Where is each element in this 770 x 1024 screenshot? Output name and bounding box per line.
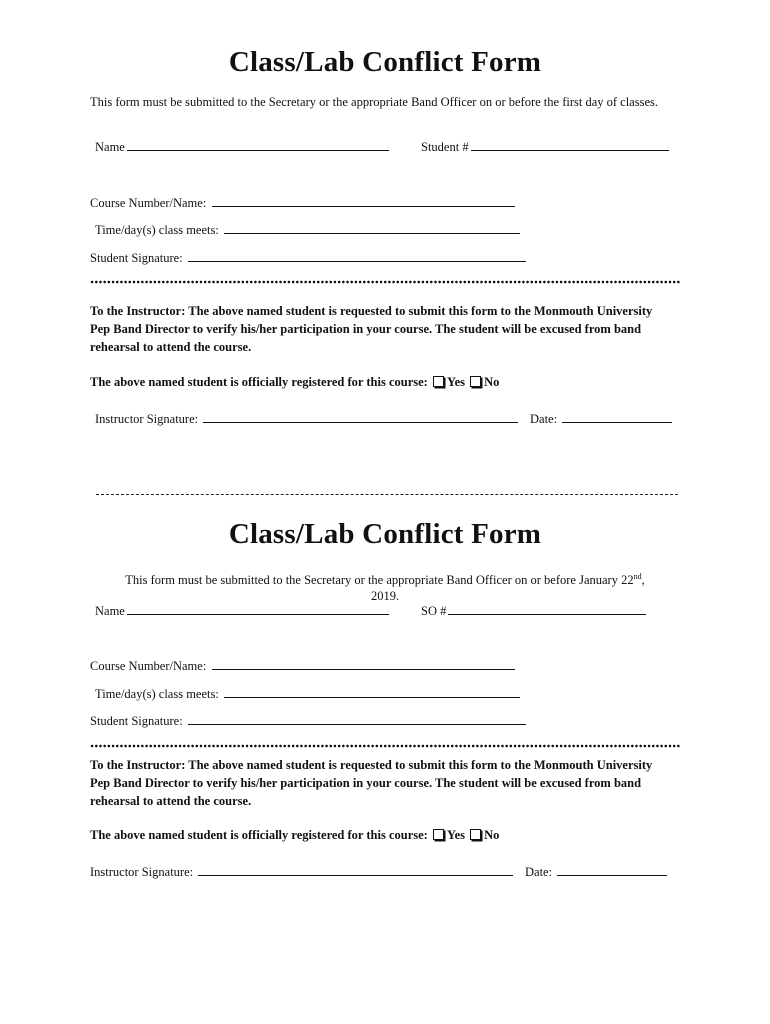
form2-intro xyxy=(90,569,680,604)
student-signature-line[interactable] xyxy=(188,712,526,725)
form1-instructor-signature-field[interactable] xyxy=(95,410,518,427)
form2-instructor-signature-field[interactable] xyxy=(90,863,513,880)
course-line[interactable] xyxy=(212,657,515,670)
instructor-signature-label: Instructor Signature: xyxy=(90,865,194,879)
form2-time-field[interactable] xyxy=(95,685,520,702)
date-label: Date: xyxy=(525,865,553,879)
so-number-line[interactable] xyxy=(448,602,646,615)
form2-date-field[interactable] xyxy=(525,863,667,880)
name-line[interactable] xyxy=(127,138,389,151)
no-checkbox[interactable] xyxy=(470,829,481,840)
instructor-signature-line[interactable] xyxy=(198,863,513,876)
form2-course-field[interactable] xyxy=(90,657,515,674)
dotted-separator xyxy=(90,280,680,284)
form1-title: Class/Lab Conflict Form xyxy=(228,46,542,78)
time-label: Time/day(s) class meets: xyxy=(95,223,219,237)
form2-instructor-note: To the Instructor: The above named student is requested to submit this form to the Monmouth University Pep Band Director to verify his/her participation in your course. The student will be excused from band rehearsal to attend the course. xyxy=(90,758,653,808)
date-line[interactable] xyxy=(557,863,667,876)
form1-student-signature-field[interactable] xyxy=(90,249,526,266)
student-number-label: Student # xyxy=(421,140,469,154)
yes-checkbox[interactable] xyxy=(433,376,444,387)
form1-registered-row xyxy=(90,375,499,390)
form1-date-field[interactable] xyxy=(530,410,672,427)
student-signature-label: Student Signature: xyxy=(90,714,183,728)
time-label: Time/day(s) class meets: xyxy=(95,687,219,701)
so-number-label: SO # xyxy=(421,604,447,618)
student-signature-label: Student Signature: xyxy=(90,251,183,265)
course-label: Course Number/Name: xyxy=(90,659,207,673)
no-label: No xyxy=(484,828,500,842)
form1-student-number-field[interactable] xyxy=(421,138,669,155)
no-label: No xyxy=(484,375,500,389)
form1-instructor-note: To the Instructor: The above named student is requested to submit this form to the Monmouth University Pep Band Director to verify his/her participation in your course. The student will be excused from band rehearsal to attend the course. xyxy=(90,304,653,354)
yes-checkbox[interactable] xyxy=(433,829,444,840)
course-label: Course Number/Name: xyxy=(90,196,207,210)
form1-course-field[interactable] xyxy=(90,194,515,211)
time-line[interactable] xyxy=(224,685,520,698)
instructor-signature-line[interactable] xyxy=(203,410,518,423)
form2-name-field[interactable] xyxy=(95,602,389,619)
course-line[interactable] xyxy=(212,194,515,207)
intro-text: This form must be submitted to the Secretary or the appropriate Band Officer on or before January 22 xyxy=(125,573,634,588)
time-line[interactable] xyxy=(224,221,520,234)
registered-question: The above named student is officially registered for this course: xyxy=(90,828,428,842)
form2-title: Class/Lab Conflict Form xyxy=(228,518,542,550)
student-number-line[interactable] xyxy=(471,138,669,151)
form1-time-field[interactable] xyxy=(95,221,520,238)
intro-year: 2019. xyxy=(370,589,400,604)
intro-superscript: nd xyxy=(633,572,642,581)
yes-label: Yes xyxy=(446,828,466,842)
name-label: Name xyxy=(95,140,125,154)
name-line[interactable] xyxy=(127,602,389,615)
form2-so-number-field[interactable] xyxy=(421,602,646,619)
student-signature-line[interactable] xyxy=(188,249,526,262)
name-label: Name xyxy=(95,604,125,618)
form2-student-signature-field[interactable] xyxy=(90,712,526,729)
yes-label: Yes xyxy=(446,375,466,389)
form2-registered-row xyxy=(90,828,499,843)
dotted-separator xyxy=(90,744,680,748)
date-label: Date: xyxy=(530,412,558,426)
cut-line xyxy=(96,494,678,495)
registered-question: The above named student is officially registered for this course: xyxy=(90,375,428,389)
no-checkbox[interactable] xyxy=(470,376,481,387)
intro-comma: , xyxy=(641,573,645,588)
form1-name-field[interactable] xyxy=(95,138,389,155)
date-line[interactable] xyxy=(562,410,672,423)
form1-intro: This form must be submitted to the Secretary or the appropriate Band Officer on or before the first day of classes. xyxy=(90,95,658,109)
instructor-signature-label: Instructor Signature: xyxy=(95,412,199,426)
